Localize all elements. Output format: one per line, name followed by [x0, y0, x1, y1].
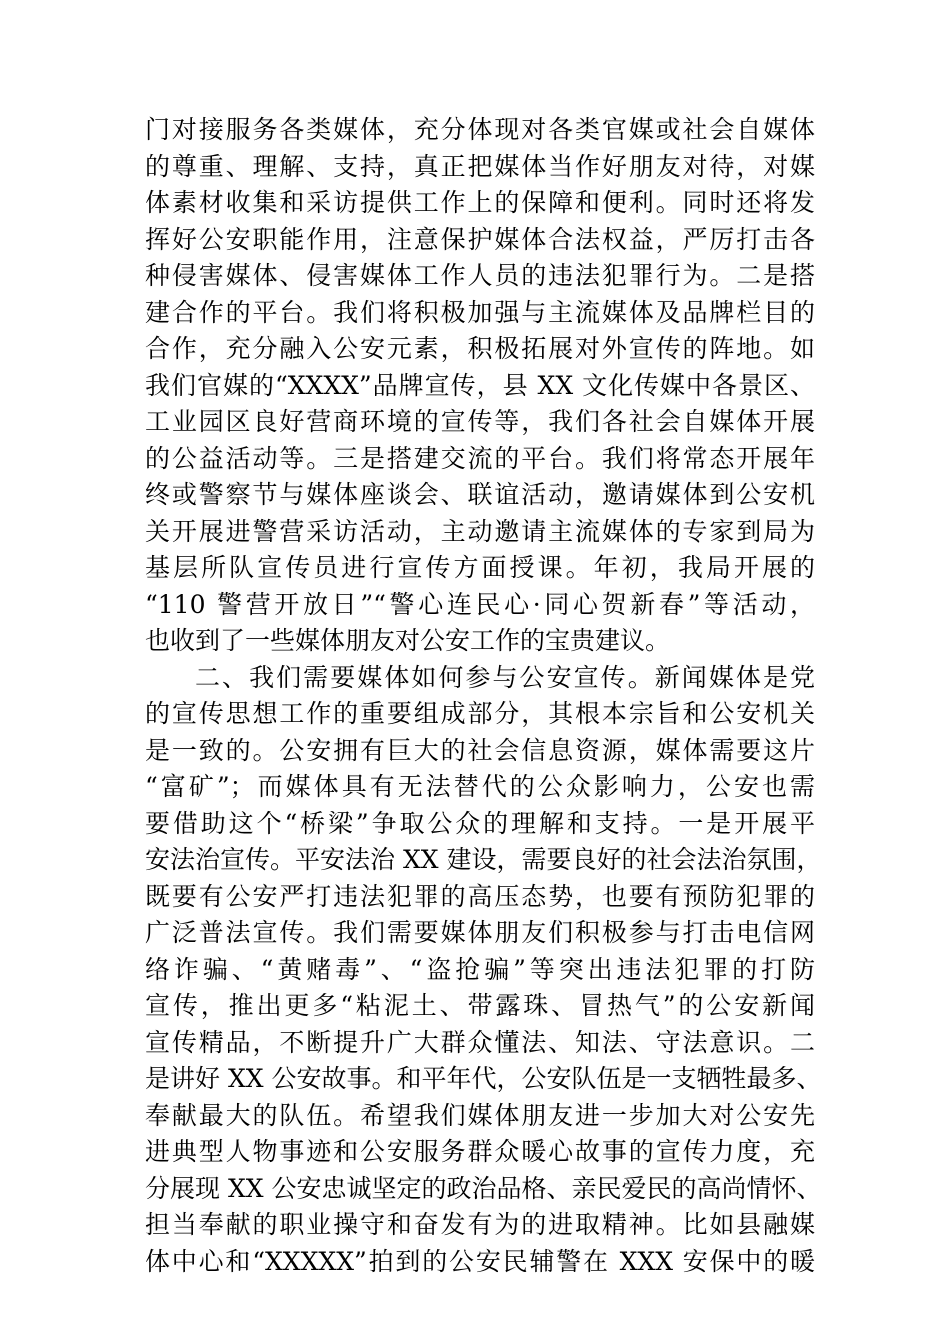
text-line: 既要有公安严打违法犯罪的高压态势，也要有预防犯罪的 — [145, 881, 815, 911]
text-line: 的公益活动等。三是搭建交流的平台。我们将常态开展年 — [145, 443, 815, 473]
text-line: 的宣传思想工作的重要组成部分，其根本宗旨和公安机关 — [145, 699, 815, 728]
text-line: 广泛普法宣传。我们需要媒体朋友们积极参与打击电信网 — [145, 918, 815, 947]
text-line: 奉献最大的队伍。希望我们媒体朋友进一步加大对公安先 — [145, 1100, 815, 1130]
text-line: 要借助这个“桥梁”争取公众的理解和支持。一是开展平 — [145, 808, 815, 838]
text-line: 二、我们需要媒体如何参与公安宣传。新闻媒体是党 — [195, 662, 815, 692]
text-line: 宣传，推出更多“粘泥土、带露珠、冒热气”的公安新闻 — [145, 991, 815, 1020]
text-line: 的尊重、理解、支持，真正把媒体当作好朋友对待，对媒 — [145, 151, 815, 181]
text-line: 体素材收集和采访提供工作上的保障和便利。同时还将发 — [145, 188, 815, 217]
text-line: 也收到了一些媒体朋友对公安工作的宝贵建议。 — [145, 626, 671, 655]
paragraph — [145, 660, 822, 1281]
text-line: 挥好公安职能作用，注意保护媒体合法权益，严厉打击各 — [145, 224, 815, 254]
text-line: 是讲好 XX 公安故事。和平年代，公安队伍是一支牺牲最多、 — [145, 1064, 822, 1093]
text-line: 门对接服务各类媒体，充分体现对各类官媒或社会自媒体 — [145, 115, 815, 144]
paragraph — [145, 112, 815, 660]
text-line: “富矿”；而媒体具有无法替代的公众影响力，公安也需 — [145, 772, 815, 801]
text-line: 合作，充分融入公安元素，积极拓展对外宣传的阵地。如 — [145, 334, 815, 363]
text-line: 工业园区良好营商环境的宣传等，我们各社会自媒体开展 — [145, 407, 815, 436]
text-line: 基层所队宣传员进行宣传方面授课。年初，我局开展的 — [145, 553, 815, 582]
text-line: “110 警营开放日”“警心连民心·同心贺新春”等活动， — [145, 589, 815, 619]
text-line: 进典型人物事迹和公安服务群众暖心故事的宣传力度，充 — [145, 1137, 815, 1166]
text-line: 络诈骗、“黄赌毒”、“盗抢骗”等突出违法犯罪的打防 — [145, 954, 815, 984]
text-line: 是一致的。公安拥有巨大的社会信息资源，媒体需要这片 — [145, 735, 815, 765]
text-line: 体中心和“XXXXX”拍到的公安民辅警在 XXX 安保中的暖 — [145, 1246, 815, 1276]
text-line: 担当奉献的职业操守和奋发有为的进取精神。比如县融媒 — [145, 1210, 815, 1239]
text-line: 关开展进警营采访活动，主动邀请主流媒体的专家到局为 — [145, 516, 815, 546]
document-body — [145, 112, 822, 1280]
text-line: 分展现 XX 公安忠诚坚定的政治品格、亲民爱民的高尚情怀、 — [145, 1173, 822, 1203]
text-line: 种侵害媒体、侵害媒体工作人员的违法犯罪行为。二是搭 — [145, 261, 815, 290]
text-line: 我们官媒的“XXXX”品牌宣传，县 XX 文化传媒中各景区、 — [145, 370, 815, 400]
text-line: 建合作的平台。我们将积极加强与主流媒体及品牌栏目的 — [145, 297, 815, 327]
text-line: 安法治宣传。平安法治 XX 建设，需要良好的社会法治氛围， — [145, 845, 822, 874]
text-line: 终或警察节与媒体座谈会、联谊活动，邀请媒体到公安机 — [145, 480, 815, 509]
text-line: 宣传精品，不断提升广大群众懂法、知法、守法意识。二 — [145, 1027, 815, 1057]
